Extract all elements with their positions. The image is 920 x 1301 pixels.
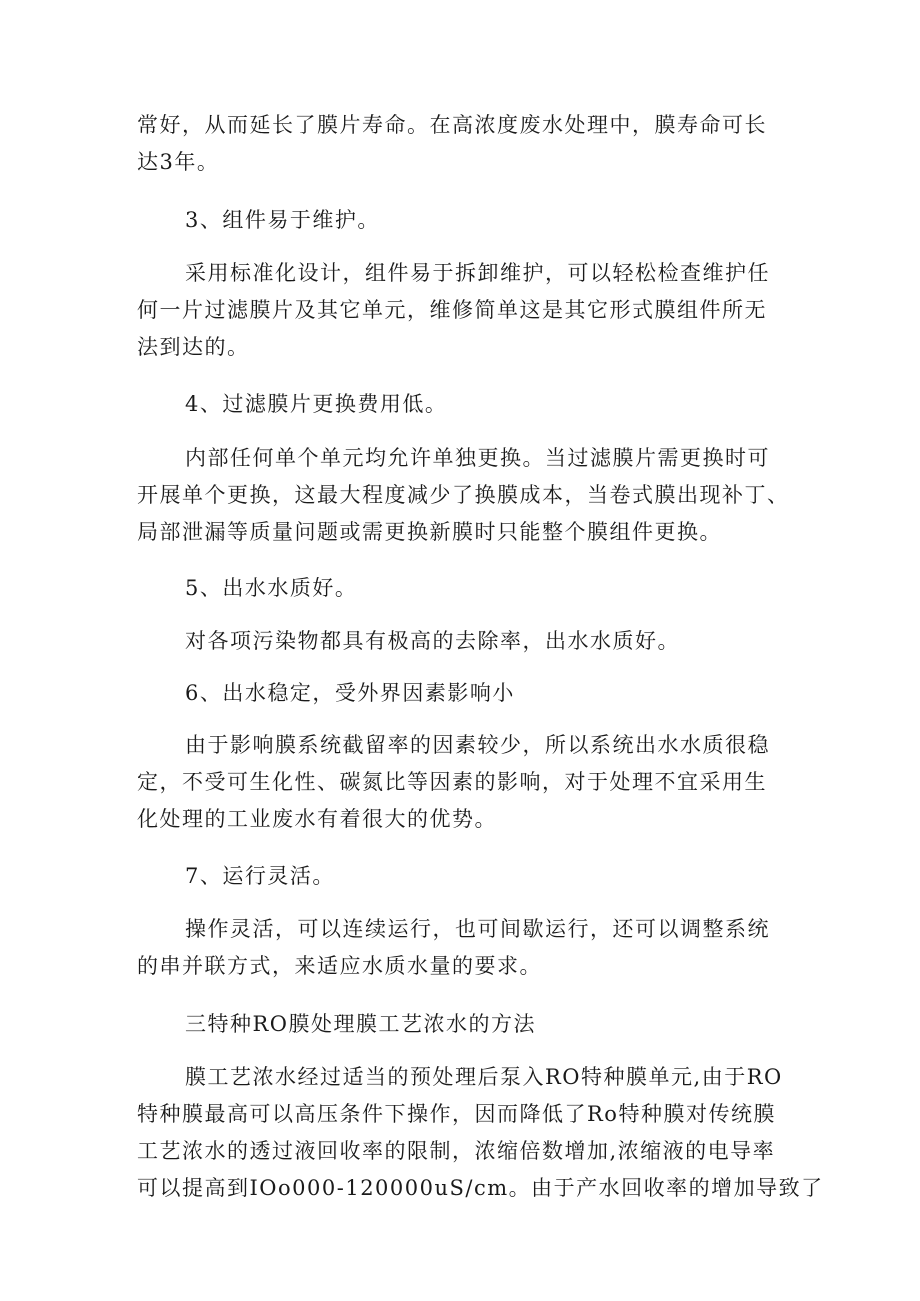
text-line: 定，不受可生化性、碳氮比等因素的影响，对于处理不宜采用生 <box>137 770 767 794</box>
paragraph <box>137 255 797 366</box>
text-line: 化处理的工业废水有着很大的优势。 <box>137 807 497 831</box>
paragraph <box>137 440 797 551</box>
text-line: 开展单个更换，这最大程度减少了换膜成本，当卷式膜出现补丁、 <box>137 483 790 507</box>
paragraph <box>137 727 797 838</box>
text-line: 法到达的。 <box>137 335 250 359</box>
heading-text: 4、过滤膜片更换费用低。 <box>185 392 448 416</box>
text-line: 膜工艺浓水经过适当的预处理后泵入RO特种膜单元,由于RO <box>185 1065 783 1089</box>
text-line: 达3年。 <box>137 150 220 174</box>
text-line: 局部泄漏等质量问题或需更换新膜时只能整个膜组件更换。 <box>137 520 722 544</box>
section-heading-3 <box>137 202 797 239</box>
text-line: 常好，从而延长了膜片寿命。在高浓度废水处理中，膜寿命可长 <box>137 113 767 137</box>
text-line: 操作灵活，可以连续运行，也可间歇运行，还可以调整系统 <box>185 917 770 941</box>
heading-text: 6、出水稳定，受外界因素影响小 <box>185 681 515 705</box>
paragraph <box>137 911 797 985</box>
section-heading-ro <box>137 1006 797 1043</box>
text-line: 可以提高到IOo000-120000uS/cm。由于产水回收率的增加导致了 <box>137 1176 824 1200</box>
text-line: 内部任何单个单元均允许单独更换。当过滤膜片需更换时可 <box>185 446 770 470</box>
heading-text: 3、组件易于维护。 <box>185 208 380 232</box>
paragraph <box>137 623 797 660</box>
text-line: 的串并联方式，来适应水质水量的要求。 <box>137 954 542 978</box>
section-heading-5 <box>137 570 797 607</box>
text-line: 工艺浓水的透过液回收率的限制，浓缩倍数增加,浓缩液的电导率 <box>137 1139 776 1163</box>
text-line: 何一片过滤膜片及其它单元，维修简单这是其它形式膜组件所无 <box>137 298 767 322</box>
section-heading-4 <box>137 386 797 423</box>
heading-text: 5、出水水质好。 <box>185 576 358 600</box>
text-line: 由于影响膜系统截留率的因素较少，所以系统出水水质很稳 <box>185 733 770 757</box>
section-heading-6 <box>137 675 797 712</box>
heading-text: 三特种RO膜处理膜工艺浓水的方法 <box>185 1012 537 1036</box>
text-line: 特种膜最高可以高压条件下操作，因而降低了Ro特种膜对传统膜 <box>137 1102 776 1126</box>
paragraph <box>137 1059 824 1207</box>
text-line: 采用标准化设计，组件易于拆卸维护，可以轻松检查维护任 <box>185 261 770 285</box>
text-line: 对各项污染物都具有极高的去除率，出水水质好。 <box>185 629 680 653</box>
heading-text: 7、运行灵活。 <box>185 864 335 888</box>
section-heading-7 <box>137 858 797 895</box>
paragraph-continuation <box>137 107 797 181</box>
